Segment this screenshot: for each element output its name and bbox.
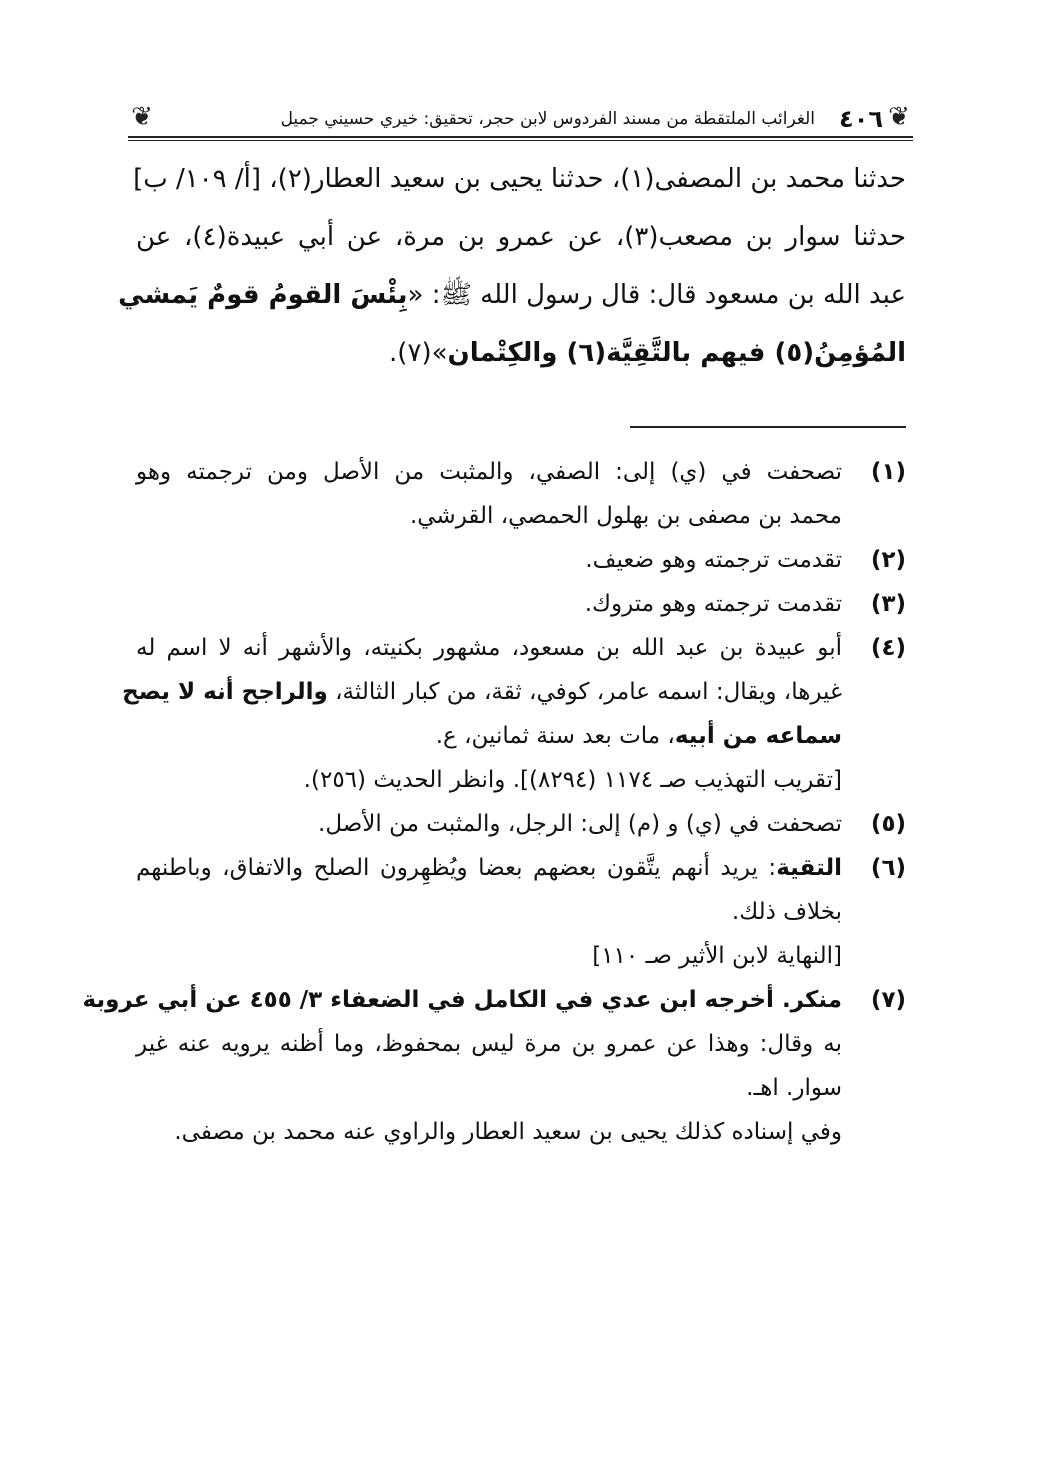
hadith-matn: بِئْسَ القومُ قومٌ يَمشي [118,280,408,310]
footnote-line [122,670,842,714]
footnotes [82,450,906,1154]
header-rule [128,136,913,138]
footnote-7 [82,978,906,1154]
footnote-number: (١) [870,459,906,485]
footnote-number: (٢) [870,547,906,573]
footnote-line [136,714,842,758]
main-line-part: عبد الله بن مسعود قال: قال رسول الله ﷺ: « [407,280,906,310]
main-line [118,266,906,324]
running-header [128,100,913,142]
footnote-text: ، مات بعد سنة ثمانين، ع. [435,723,675,749]
main-line [136,324,906,382]
hadith-matn: المُؤمِنُ(٥) فيهم بالتَّقِيَّة(٦) والكِتْمان [447,338,906,368]
footnote-4 [122,626,906,802]
footnote-line: به وقال: وهذا عن عمرو بن مرة ليس بمحفوظ، وما أظنه يرويه عنه غير [136,1031,842,1057]
footnote-6 [136,846,906,978]
header-rule-thin [128,140,913,141]
footnote-line: محمد بن مصفى بن بهلول الحمصي، القرشي. [409,503,842,529]
footnote-divider [630,426,906,428]
footnote-reference: [النهاية لابن الأثير صـ ١١٠] [592,943,842,969]
footnote-line: تقدمت ترجمته وهو ضعيف. [585,547,842,573]
footnote-line: أبو عبيدة بن عبد الله بن مسعود، مشهور بكنيته، والأشهر أنه لا اسم له [136,635,842,661]
footnote-line: بخلاف ذلك. [731,899,842,925]
footnote-line: سوار. اهـ. [746,1075,842,1101]
footnote-number: (٧) [870,987,906,1013]
main-line: حدثنا محمد بن المصفى(١)، حدثنا يحيى بن سعيد العطار(٢)، [أ/ ١٠٩/ ب] [133,164,906,194]
main-line: حدثنا سوار بن مصعب(٣)، عن عمرو بن مرة، عن أبي عبيدة(٤)، عن [136,222,907,252]
footnote-number: (٤) [870,635,906,661]
running-title: الغرائب الملتقطة من مسند الفردوس لابن حجر، تحقيق: خيري حسيني جميل [280,109,815,129]
footnote-emphasis: والراجح أنه لا يصح [122,679,328,705]
footnote-line [136,846,842,890]
footnote-number: (٥) [870,811,906,837]
footnote-2 [136,538,906,582]
footnote-text: غيرها، ويقال: اسمه عامر، كوفي، ثقة، من كبار الثالثة، [327,679,842,705]
footnote-number: (٦) [870,855,906,881]
footnote-emphasis: سماعه من أبيه [674,723,842,749]
ornament-icon: ❦ [131,102,153,132]
footnote-line: منكر. أخرجه ابن عدي في الكامل في الضعفاء ٣/ ٤٥٥ عن أبي عروبة [82,987,842,1013]
page-number: ٤٠٦ [839,105,883,133]
footnote-line: تصحفت في (ي) إلى: الصفي، والمثبت من الأصل ومن ترجمته وهو [136,459,842,485]
footnote-emphasis: التقية [776,855,842,881]
main-line-part: »(٧). [389,338,448,368]
footnote-number: (٣) [870,591,906,617]
footnote-line: وفي إسناده كذلك يحيى بن سعيد العطار والراوي عنه محمد بن مصفى. [174,1119,842,1145]
footnote-line: تقدمت ترجمته وهو متروك. [584,591,842,617]
ornament-icon: ❦ [888,102,910,132]
footnote-text: : يريد أنهم يتَّقون بعضهم بعضا ويُظهِرون الصلح والاتفاق، وباطنهم [136,855,777,881]
footnote-1 [136,450,906,538]
footnote-reference: [تقريب التهذيب صـ ١١٧٤ (٨٢٩٤)]. وانظر الحديث (٢٥٦). [303,767,842,793]
footnote-3 [136,582,906,626]
footnote-line: تصحفت في (ي) و (م) إلى: الرجل، والمثبت من الأصل. [318,811,842,837]
hadith-text [118,150,907,382]
footnote-5 [136,802,906,846]
